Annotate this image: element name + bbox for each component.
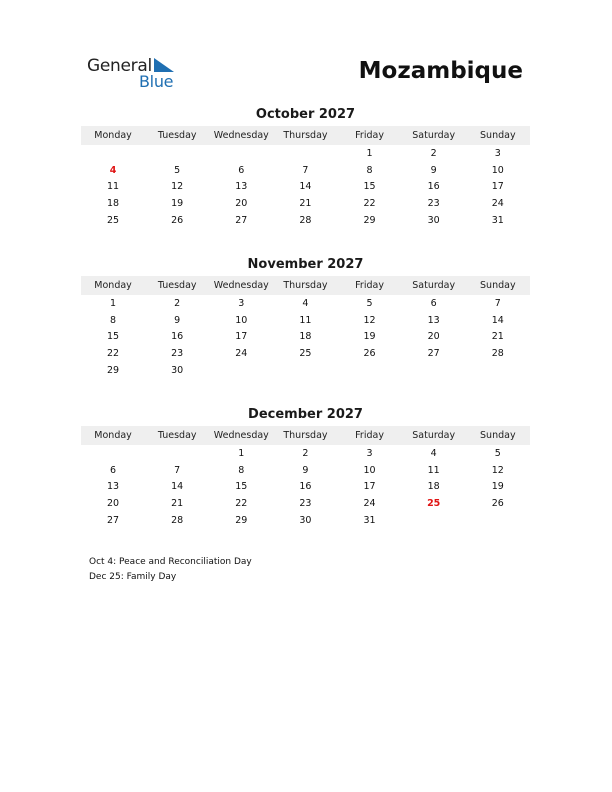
day-cell: 9: [302, 464, 309, 476]
day-cell: 26: [363, 348, 376, 360]
logo: [87, 56, 187, 92]
day-cell: 16: [427, 181, 440, 193]
weekday-label: Sunday: [480, 430, 516, 441]
day-cell: 19: [171, 198, 184, 210]
day-cell: 29: [235, 515, 248, 527]
day-cell: 21: [491, 331, 504, 343]
holiday-item: Oct 4: Peace and Reconciliation Day: [89, 557, 252, 567]
week-row: [81, 345, 530, 362]
day-cell: 8: [366, 164, 373, 176]
day-cell: 26: [171, 215, 184, 227]
day-cell: 21: [299, 198, 312, 210]
weekday-label: Saturday: [412, 130, 456, 141]
day-cell: 22: [107, 348, 120, 360]
day-cell: 10: [491, 164, 504, 176]
day-cell: 27: [107, 515, 120, 527]
day-cell: 24: [235, 348, 248, 360]
day-cell: 14: [299, 181, 312, 193]
day-cell: 1: [366, 147, 373, 159]
day-cell: 4: [430, 447, 437, 459]
day-cell: 3: [238, 297, 245, 309]
day-cell: 21: [171, 498, 184, 510]
day-cell: 12: [171, 181, 184, 193]
day-cell: 18: [107, 198, 120, 210]
day-cell: 9: [430, 164, 437, 176]
month-title: October 2027: [255, 107, 356, 122]
day-cell: 17: [363, 481, 376, 493]
day-cell: 18: [427, 481, 440, 493]
day-cell: 2: [430, 147, 437, 159]
month-title: November 2027: [247, 257, 364, 272]
day-cell: 27: [235, 215, 248, 227]
day-cell: 14: [171, 481, 184, 493]
day-cell: 9: [174, 314, 181, 326]
weekday-header-row: [81, 276, 530, 295]
day-cell: 12: [491, 464, 504, 476]
weekday-label: Monday: [94, 280, 132, 291]
day-cell: 3: [366, 447, 373, 459]
logo-word-blue: Blue: [139, 72, 174, 91]
day-cell: 30: [427, 215, 440, 227]
weekday-label: Wednesday: [213, 130, 269, 141]
day-cell: 3: [494, 147, 501, 159]
day-cell: 6: [110, 464, 117, 476]
day-cell: 30: [299, 515, 312, 527]
month-december: [81, 406, 530, 529]
day-cell: 25: [107, 215, 120, 227]
weekday-header-row: [81, 126, 530, 145]
day-cell: 14: [491, 314, 504, 326]
holiday-list: [89, 555, 252, 584]
day-cell: 27: [427, 348, 440, 360]
day-cell: 31: [363, 515, 376, 527]
logo-word-general: General: [87, 56, 152, 76]
day-cell: 8: [110, 314, 117, 326]
week-row: [81, 329, 530, 346]
weekday-label: Tuesday: [157, 130, 197, 141]
day-cell: 24: [491, 198, 504, 210]
day-cell: 16: [299, 481, 312, 493]
day-cell: 23: [299, 498, 312, 510]
day-cell: 15: [363, 181, 376, 193]
weekday-label: Friday: [355, 280, 384, 291]
holiday-item: Dec 25: Family Day: [89, 571, 177, 582]
day-cell: 5: [494, 447, 501, 459]
month-title: December 2027: [248, 407, 363, 422]
day-cell: 11: [107, 181, 120, 193]
weekday-label: Thursday: [283, 130, 328, 141]
day-cell: 28: [171, 515, 184, 527]
day-cell: 28: [491, 348, 504, 360]
week-row: [81, 462, 530, 479]
week-row: [81, 312, 530, 329]
day-cell: 7: [494, 297, 501, 309]
day-cell: 15: [235, 481, 248, 493]
weekday-label: Thursday: [283, 430, 328, 441]
day-cell: 22: [235, 498, 248, 510]
week-row: [81, 145, 530, 162]
day-cell: 17: [235, 331, 248, 343]
day-cell: 6: [238, 164, 245, 176]
day-cell: 1: [110, 297, 117, 309]
day-cell: 12: [363, 314, 376, 326]
week-row: [81, 445, 530, 462]
day-cell: 2: [174, 297, 181, 309]
week-row: [81, 495, 530, 512]
day-cell: 2: [302, 447, 309, 459]
day-cell: 7: [302, 164, 309, 176]
month-november: [81, 256, 530, 379]
day-cell: 10: [363, 464, 376, 476]
day-cell: 19: [363, 331, 376, 343]
day-cell: 11: [427, 464, 440, 476]
day-cell: 6: [430, 297, 437, 309]
weekday-label: Saturday: [412, 280, 456, 291]
day-cell: 31: [491, 215, 504, 227]
weekday-label: Tuesday: [157, 280, 197, 291]
weekday-label: Sunday: [480, 130, 516, 141]
day-cell: 13: [427, 314, 440, 326]
weekday-label: Saturday: [412, 430, 456, 441]
day-cell: 26: [491, 498, 504, 510]
day-cell: 5: [174, 164, 181, 176]
day-cell: 5: [366, 297, 373, 309]
day-cell: 23: [427, 198, 440, 210]
day-cell: 30: [171, 365, 184, 377]
week-row: [81, 479, 530, 496]
day-cell: 15: [107, 331, 120, 343]
day-cell: 4: [302, 297, 309, 309]
day-cell: 20: [107, 498, 120, 510]
weekday-label: Wednesday: [213, 280, 269, 291]
day-cell: 8: [238, 464, 245, 476]
day-cell: 11: [299, 314, 312, 326]
day-cell: 28: [299, 215, 312, 227]
day-cell-holiday: 25: [427, 498, 441, 510]
week-row: [81, 179, 530, 196]
day-cell: 20: [427, 331, 440, 343]
weekday-label: Thursday: [283, 280, 328, 291]
day-cell-holiday: 4: [109, 164, 117, 176]
day-cell: 24: [363, 498, 376, 510]
day-cell: 29: [107, 365, 120, 377]
country-title: Mozambique: [358, 58, 523, 84]
weekday-label: Monday: [94, 130, 132, 141]
day-cell: 16: [171, 331, 184, 343]
day-cell: 25: [299, 348, 312, 360]
week-row: [81, 195, 530, 212]
day-cell: 23: [171, 348, 184, 360]
day-cell: 18: [299, 331, 312, 343]
day-cell: 29: [363, 215, 376, 227]
weekday-label: Friday: [355, 430, 384, 441]
day-cell: 7: [174, 464, 181, 476]
day-cell: 20: [235, 198, 248, 210]
month-october: [81, 106, 530, 229]
week-row: [81, 362, 530, 379]
weekday-label: Tuesday: [157, 430, 197, 441]
day-cell: 13: [235, 181, 248, 193]
weekday-label: Friday: [355, 130, 384, 141]
week-row: [81, 212, 530, 229]
week-row: [81, 295, 530, 312]
week-row: [81, 162, 530, 179]
day-cell: 13: [107, 481, 120, 493]
day-cell: 1: [238, 447, 245, 459]
weekday-header-row: [81, 426, 530, 445]
day-cell: 22: [363, 198, 376, 210]
weekday-label: Sunday: [480, 280, 516, 291]
weekday-label: Monday: [94, 430, 132, 441]
week-row: [81, 512, 530, 529]
day-cell: 17: [491, 181, 504, 193]
weekday-label: Wednesday: [213, 430, 269, 441]
day-cell: 19: [491, 481, 504, 493]
day-cell: 10: [235, 314, 248, 326]
